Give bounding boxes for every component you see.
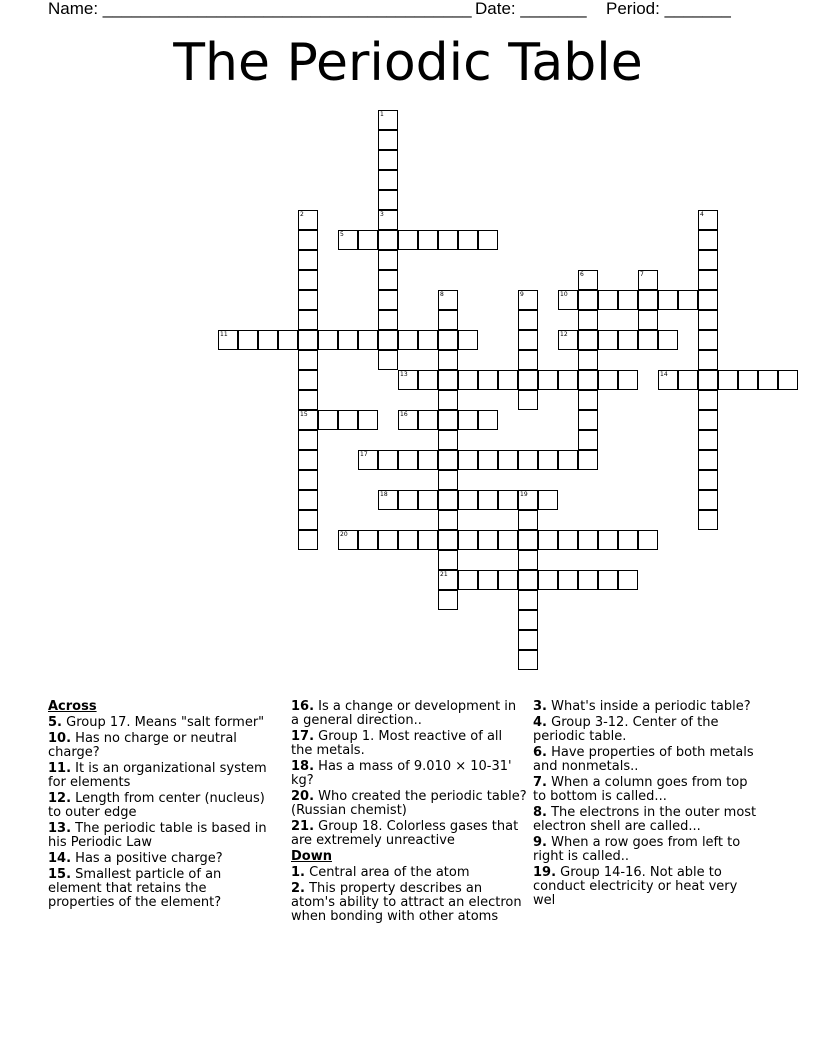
clue-item	[48, 792, 273, 820]
clue-item	[48, 822, 273, 850]
grid-cell[interactable]	[478, 570, 498, 590]
clue-item	[291, 700, 527, 728]
clue-number-label: 13.	[48, 821, 72, 836]
clue-item	[291, 866, 527, 880]
grid-cell[interactable]	[698, 390, 718, 410]
grid-cell[interactable]	[578, 310, 598, 330]
grid-cell[interactable]	[638, 330, 658, 350]
grid-cell[interactable]	[518, 450, 538, 470]
clue-text: Smallest particle of an element that retains the properties of the element?	[48, 867, 222, 910]
grid-cell[interactable]	[378, 230, 398, 250]
grid-cell[interactable]	[298, 530, 318, 550]
clue-number: 2	[300, 211, 304, 218]
clue-number-label: 12.	[48, 791, 72, 806]
grid-cell[interactable]	[658, 330, 678, 350]
grid-cell[interactable]	[538, 570, 558, 590]
grid-cell[interactable]	[698, 250, 718, 270]
grid-cell[interactable]	[418, 530, 438, 550]
clue-number-label: 20.	[291, 789, 315, 804]
clue-number-label: 17.	[291, 729, 315, 744]
grid-cell[interactable]	[378, 310, 398, 330]
grid-cell[interactable]	[618, 290, 638, 310]
grid-cell[interactable]	[418, 450, 438, 470]
grid-cell[interactable]	[518, 590, 538, 610]
grid-cell[interactable]	[698, 270, 718, 290]
grid-cell[interactable]	[538, 370, 558, 390]
grid-cell[interactable]	[398, 490, 418, 510]
grid-cell[interactable]	[438, 230, 458, 250]
grid-cell[interactable]	[278, 330, 298, 350]
grid-cell[interactable]	[378, 350, 398, 370]
grid-cell[interactable]	[658, 290, 678, 310]
grid-cell[interactable]	[338, 410, 358, 430]
clue-number-label: 5.	[48, 715, 62, 730]
clue-item	[291, 820, 527, 848]
grid-cell[interactable]	[598, 290, 618, 310]
grid-cell[interactable]	[458, 330, 478, 350]
clue-text: Have properties of both metals and nonmetals..	[533, 745, 754, 774]
grid-cell[interactable]	[298, 450, 318, 470]
grid-cell[interactable]	[618, 370, 638, 390]
clue-item	[291, 730, 527, 758]
grid-cell[interactable]	[478, 490, 498, 510]
grid-cell[interactable]	[498, 370, 518, 390]
clue-number-label: 15.	[48, 867, 72, 882]
grid-cell[interactable]	[298, 350, 318, 370]
grid-cell[interactable]	[458, 230, 478, 250]
clue-text: Group 17. Means "salt former"	[61, 715, 265, 730]
grid-cell[interactable]	[498, 530, 518, 550]
clue-text: It is an organizational system for elements	[48, 761, 267, 790]
grid-cell[interactable]	[438, 470, 458, 490]
clue-number: 6	[580, 271, 584, 278]
clue-item	[533, 836, 758, 864]
clue-column-1	[48, 700, 273, 912]
grid-cell[interactable]	[758, 370, 778, 390]
grid-cell[interactable]	[698, 490, 718, 510]
clue-text: Has a mass of 9.010 × 10-31' kg?	[291, 759, 512, 788]
grid-cell[interactable]	[698, 330, 718, 350]
grid-cell[interactable]	[498, 490, 518, 510]
grid-cell[interactable]	[458, 570, 478, 590]
clue-number-label: 8.	[533, 805, 547, 820]
grid-cell[interactable]	[578, 410, 598, 430]
grid-cell[interactable]	[438, 590, 458, 610]
grid-cell[interactable]	[518, 330, 538, 350]
clue-text: Is a change or development in a general direction..	[291, 699, 517, 728]
grid-cell[interactable]	[698, 510, 718, 530]
clue-number: 13	[400, 371, 408, 378]
grid-cell[interactable]	[298, 390, 318, 410]
grid-cell[interactable]	[518, 390, 538, 410]
grid-cell[interactable]	[438, 430, 458, 450]
grid-cell[interactable]	[378, 190, 398, 210]
grid-cell[interactable]	[378, 250, 398, 270]
grid-cell[interactable]	[538, 490, 558, 510]
grid-cell[interactable]	[298, 370, 318, 390]
grid-cell[interactable]	[458, 410, 478, 430]
grid-cell[interactable]	[418, 370, 438, 390]
grid-cell[interactable]	[698, 450, 718, 470]
grid-cell[interactable]	[598, 330, 618, 350]
grid-cell[interactable]	[478, 530, 498, 550]
grid-cell[interactable]	[578, 370, 598, 390]
clue-number: 3	[380, 211, 384, 218]
grid-cell[interactable]	[438, 350, 458, 370]
grid-cell[interactable]	[638, 290, 658, 310]
clue-number-label: 14.	[48, 851, 72, 866]
clue-item	[533, 746, 758, 774]
grid-cell[interactable]	[378, 450, 398, 470]
grid-cell[interactable]	[518, 350, 538, 370]
grid-cell[interactable]	[438, 310, 458, 330]
clue-item	[533, 806, 758, 834]
grid-cell[interactable]	[458, 530, 478, 550]
clue-number-label: 21.	[291, 819, 315, 834]
grid-cell[interactable]	[418, 330, 438, 350]
grid-cell[interactable]	[578, 330, 598, 350]
grid-cell[interactable]	[438, 530, 458, 550]
clue-number: 20	[340, 531, 348, 538]
clue-number: 8	[440, 291, 444, 298]
grid-cell[interactable]	[418, 410, 438, 430]
clue-number: 14	[660, 371, 668, 378]
clue-number: 12	[560, 331, 568, 338]
clue-column-3	[533, 700, 758, 910]
grid-cell[interactable]	[598, 530, 618, 550]
grid-cell[interactable]	[438, 410, 458, 430]
clue-number: 1	[380, 111, 384, 118]
clue-text: What's inside a periodic table?	[546, 699, 751, 714]
clue-number-label: 4.	[533, 715, 547, 730]
grid-cell[interactable]	[498, 570, 518, 590]
grid-cell[interactable]	[598, 370, 618, 390]
clue-number: 10	[560, 291, 568, 298]
grid-cell[interactable]	[478, 410, 498, 430]
grid-cell[interactable]	[678, 370, 698, 390]
grid-cell[interactable]	[698, 470, 718, 490]
grid-cell[interactable]	[538, 450, 558, 470]
down-heading: Down	[291, 849, 332, 864]
grid-cell[interactable]	[418, 490, 438, 510]
clue-item	[533, 776, 758, 804]
grid-cell[interactable]	[318, 410, 338, 430]
grid-cell[interactable]	[378, 330, 398, 350]
grid-cell[interactable]	[298, 250, 318, 270]
clue-number: 4	[700, 211, 704, 218]
grid-cell[interactable]	[378, 270, 398, 290]
grid-cell[interactable]	[378, 130, 398, 150]
grid-cell[interactable]	[698, 230, 718, 250]
grid-cell[interactable]	[778, 370, 798, 390]
grid-cell[interactable]	[438, 390, 458, 410]
clue-text: Who created the periodic table? (Russian chemist)	[291, 789, 527, 818]
clue-number-label: 3.	[533, 699, 547, 714]
grid-cell[interactable]	[438, 490, 458, 510]
grid-cell[interactable]	[318, 330, 338, 350]
puzzle-title: The Periodic Table	[173, 33, 643, 93]
clue-number: 21	[440, 571, 448, 578]
grid-cell[interactable]	[718, 370, 738, 390]
period-field[interactable]: Period: _______	[606, 0, 731, 18]
grid-cell[interactable]	[538, 530, 558, 550]
grid-cell[interactable]	[398, 450, 418, 470]
grid-cell[interactable]	[298, 510, 318, 530]
clue-number: 15	[300, 411, 308, 418]
clue-text: Has no charge or neutral charge?	[48, 731, 237, 760]
grid-cell[interactable]	[438, 450, 458, 470]
grid-cell[interactable]	[738, 370, 758, 390]
grid-cell[interactable]	[258, 330, 278, 350]
grid-cell[interactable]	[298, 490, 318, 510]
grid-cell[interactable]	[358, 330, 378, 350]
grid-cell[interactable]	[458, 450, 478, 470]
clue-number-label: 2.	[291, 881, 305, 896]
clue-text: Group 3-12. Center of the periodic table.	[533, 715, 719, 744]
grid-cell[interactable]	[298, 290, 318, 310]
clue-number-label: 7.	[533, 775, 547, 790]
grid-cell[interactable]	[618, 530, 638, 550]
grid-cell[interactable]	[518, 570, 538, 590]
clue-item	[48, 852, 273, 866]
clue-number: 18	[380, 491, 388, 498]
grid-cell[interactable]	[698, 290, 718, 310]
grid-cell[interactable]	[478, 370, 498, 390]
grid-cell[interactable]	[698, 370, 718, 390]
clue-number: 17	[360, 451, 368, 458]
grid-cell[interactable]	[578, 450, 598, 470]
grid-cell[interactable]	[638, 310, 658, 330]
date-field[interactable]: Date: _______	[475, 0, 587, 18]
clue-text: The electrons in the outer most electron shell are called...	[533, 805, 757, 834]
clue-item	[48, 868, 273, 910]
grid-cell[interactable]	[698, 310, 718, 330]
clue-number-label: 18.	[291, 759, 315, 774]
grid-cell[interactable]	[638, 530, 658, 550]
clue-number: 11	[220, 331, 228, 338]
grid-cell[interactable]	[518, 370, 538, 390]
grid-cell[interactable]	[478, 230, 498, 250]
clue-number: 9	[520, 291, 524, 298]
grid-cell[interactable]	[578, 350, 598, 370]
clue-number-label: 11.	[48, 761, 72, 776]
clue-text: Group 18. Colorless gases that are extremely unreactive	[291, 819, 519, 848]
grid-cell[interactable]	[518, 630, 538, 650]
grid-cell[interactable]	[578, 570, 598, 590]
grid-cell[interactable]	[358, 410, 378, 430]
clue-number: 7	[640, 271, 644, 278]
grid-cell[interactable]	[458, 490, 478, 510]
name-field[interactable]: Name: _______________________________________	[48, 0, 472, 18]
clue-number-label: 19.	[533, 865, 557, 880]
clue-text: When a column goes from top to bottom is called...	[533, 775, 748, 804]
clue-item	[48, 732, 273, 760]
clue-number: 19	[520, 491, 528, 498]
clue-number-label: 16.	[291, 699, 315, 714]
clue-item	[291, 882, 527, 924]
clue-item	[291, 760, 527, 788]
clue-item	[533, 866, 758, 908]
clue-text: Group 1. Most reactive of all the metals.	[291, 729, 503, 758]
grid-cell[interactable]	[398, 330, 418, 350]
clue-text: Has a positive charge?	[71, 851, 223, 866]
grid-cell[interactable]	[438, 370, 458, 390]
grid-cell[interactable]	[378, 290, 398, 310]
clue-column-2	[291, 700, 527, 926]
grid-cell[interactable]	[698, 430, 718, 450]
grid-cell[interactable]	[598, 570, 618, 590]
grid-cell[interactable]	[578, 290, 598, 310]
grid-cell[interactable]	[378, 170, 398, 190]
clue-item	[533, 700, 758, 714]
grid-cell[interactable]	[578, 530, 598, 550]
clue-text: This property describes an atom's ability to attract an electron when bonding with other atoms	[291, 881, 522, 924]
clue-text: When a row goes from left to right is called..	[533, 835, 741, 864]
grid-cell[interactable]	[338, 330, 358, 350]
clue-number-label: 10.	[48, 731, 72, 746]
clue-number-label: 6.	[533, 745, 547, 760]
clue-text: Group 14-16. Not able to conduct electricity or heat very wel	[533, 865, 738, 908]
clue-item	[533, 716, 758, 744]
clue-number: 16	[400, 411, 408, 418]
across-heading: Across	[48, 699, 97, 714]
clue-number: 5	[340, 231, 344, 238]
grid-cell[interactable]	[558, 530, 578, 550]
grid-cell[interactable]	[298, 430, 318, 450]
clue-item	[291, 790, 527, 818]
grid-cell[interactable]	[618, 570, 638, 590]
grid-cell[interactable]	[618, 330, 638, 350]
clue-text: Central area of the atom	[304, 865, 470, 880]
grid-cell[interactable]	[518, 650, 538, 670]
clue-list	[0, 700, 816, 960]
grid-cell[interactable]	[558, 450, 578, 470]
grid-cell[interactable]	[298, 470, 318, 490]
grid-cell[interactable]	[478, 450, 498, 470]
grid-cell[interactable]	[578, 430, 598, 450]
grid-cell[interactable]	[518, 310, 538, 330]
grid-cell[interactable]	[298, 310, 318, 330]
grid-cell[interactable]	[358, 230, 378, 250]
grid-cell[interactable]	[298, 230, 318, 250]
grid-cell[interactable]	[438, 550, 458, 570]
clue-text: The periodic table is based in his Periodic Law	[48, 821, 267, 850]
grid-cell[interactable]	[518, 550, 538, 570]
grid-cell[interactable]	[358, 530, 378, 550]
clue-item	[48, 716, 273, 730]
grid-cell[interactable]	[438, 330, 458, 350]
grid-cell[interactable]	[298, 330, 318, 350]
grid-cell[interactable]	[438, 510, 458, 530]
grid-cell[interactable]	[398, 530, 418, 550]
grid-cell[interactable]	[518, 510, 538, 530]
grid-cell[interactable]	[698, 410, 718, 430]
grid-cell[interactable]	[518, 610, 538, 630]
grid-cell[interactable]	[558, 570, 578, 590]
clue-number-label: 1.	[291, 865, 305, 880]
grid-cell[interactable]	[578, 390, 598, 410]
grid-cell[interactable]	[378, 150, 398, 170]
grid-cell[interactable]	[418, 230, 438, 250]
grid-cell[interactable]	[518, 530, 538, 550]
grid-cell[interactable]	[378, 530, 398, 550]
grid-cell[interactable]	[458, 370, 478, 390]
clue-text: Length from center (nucleus) to outer edge	[48, 791, 265, 820]
clue-item	[48, 762, 273, 790]
grid-cell[interactable]	[398, 230, 418, 250]
clue-number-label: 9.	[533, 835, 547, 850]
grid-cell[interactable]	[698, 350, 718, 370]
grid-cell[interactable]	[498, 450, 518, 470]
grid-cell[interactable]	[558, 370, 578, 390]
grid-cell[interactable]	[238, 330, 258, 350]
grid-cell[interactable]	[298, 270, 318, 290]
grid-cell[interactable]	[678, 290, 698, 310]
